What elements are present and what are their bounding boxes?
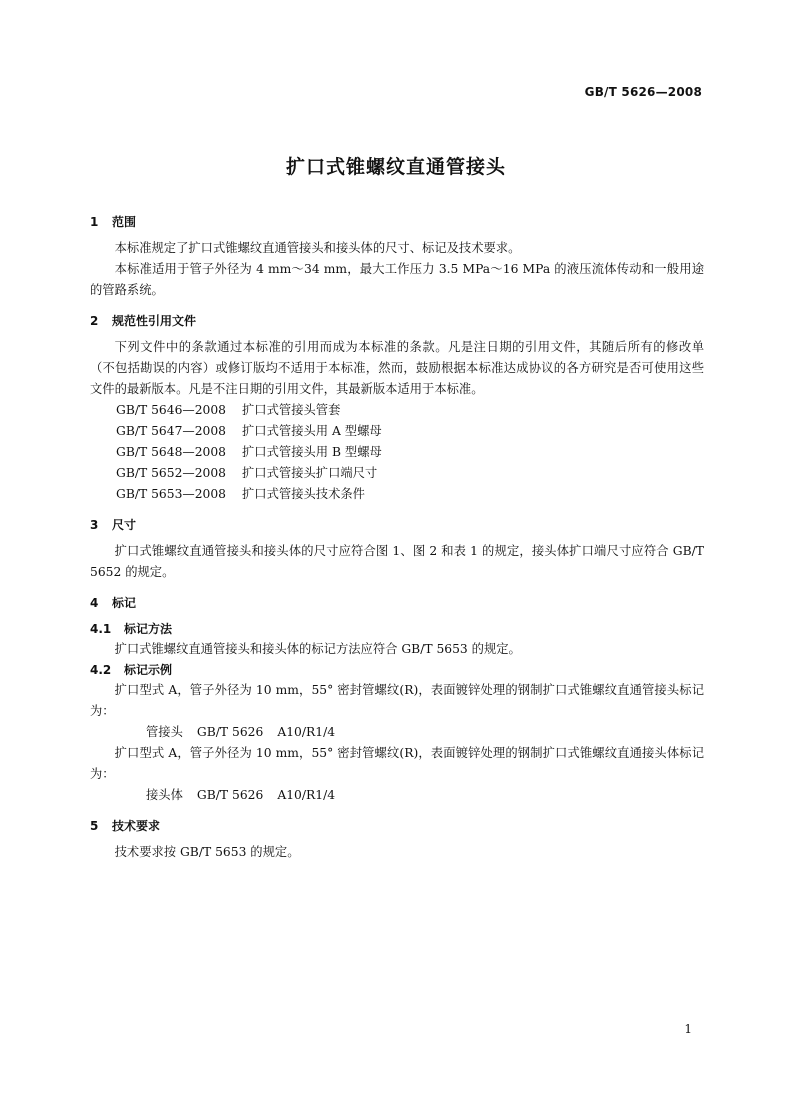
section-4-heading: [90, 593, 704, 613]
reference-title: 扩口式管接头管套: [242, 403, 341, 417]
reference-item: [90, 400, 704, 421]
section-title: 范围: [112, 215, 137, 229]
reference-code: GB/T 5653—2008: [116, 487, 226, 501]
marking-example: [90, 722, 704, 743]
marking-part: A10/R1/4: [277, 788, 336, 802]
section-2-heading: [90, 311, 704, 331]
section-number: 2: [90, 314, 99, 328]
reference-title: 扩口式管接头扩口端尺寸: [242, 466, 378, 480]
standard-number: GB/T 5626—2008: [584, 85, 702, 99]
reference-item: [90, 421, 704, 442]
section-title: 规范性引用文件: [112, 314, 197, 328]
paragraph: 下列文件中的条款通过本标准的引用而成为本标准的条款。凡是注日期的引用文件，其随后所有的修改单（不包括勘误的内容）或修订版均不适用于本标准，然而，鼓励根据本标准达成协议的各方研究是否可使用这些文件的最新版本。凡是不注日期的引用文件，其最新版本适用于本标准。: [90, 340, 704, 396]
section-title: 标记: [112, 596, 137, 610]
reference-title: 扩口式管接头技术条件: [242, 487, 365, 501]
paragraph: 扩口式锥螺纹直通管接头和接头体的尺寸应符合图 1、图 2 和表 1 的规定，接头体扩口端尺寸应符合 GB/T 5652 的规定。: [90, 544, 704, 579]
paragraph: 扩口式锥螺纹直通管接头和接头体的标记方法应符合 GB/T 5653 的规定。: [114, 642, 521, 656]
section-1-heading: [90, 212, 704, 232]
marking-part: GB/T 5626: [196, 788, 264, 802]
paragraph: 本标准适用于管子外径为 4 mm～34 mm，最大工作压力 3.5 MPa～16 MPa 的液压流体传动和一般用途的管路系统。: [90, 262, 704, 297]
section-number: 5: [90, 819, 99, 833]
reference-code: GB/T 5647—2008: [116, 424, 226, 438]
marking-part: 管接头: [146, 725, 183, 739]
section-5-heading: [90, 816, 704, 836]
reference-title: 扩口式管接头用 B 型螺母: [242, 445, 382, 459]
subsection-4-1-heading: [90, 619, 704, 639]
paragraph: 本标准规定了扩口式锥螺纹直通管接头和接头体的尺寸、标记及技术要求。: [114, 241, 521, 255]
section-3-heading: [90, 515, 704, 535]
subsection-title: 标记示例: [124, 663, 173, 677]
reference-item: [90, 463, 704, 484]
reference-title: 扩口式管接头用 A 型螺母: [242, 424, 382, 438]
marking-example: [90, 785, 704, 806]
section-title: 尺寸: [112, 518, 137, 532]
paragraph: 扩口型式 A，管子外径为 10 mm，55° 密封管螺纹(R)，表面镀锌处理的钢制扩口式锥螺纹直通接头体标记为：: [90, 746, 704, 781]
subsection-number: 4.1: [90, 622, 112, 636]
subsection-title: 标记方法: [124, 622, 173, 636]
section-number: 1: [90, 215, 99, 229]
reference-item: [90, 484, 704, 505]
paragraph: 技术要求按 GB/T 5653 的规定。: [114, 845, 300, 859]
marking-part: GB/T 5626: [196, 725, 264, 739]
reference-code: GB/T 5652—2008: [116, 466, 226, 480]
reference-item: [90, 442, 704, 463]
document-body: [90, 212, 704, 863]
page-number: 1: [684, 1022, 692, 1036]
reference-code: GB/T 5646—2008: [116, 403, 226, 417]
section-title: 技术要求: [112, 819, 161, 833]
section-number: 3: [90, 518, 99, 532]
document-title: 扩口式锥螺纹直通管接头: [285, 156, 506, 178]
marking-part: 接头体: [146, 788, 183, 802]
marking-part: A10/R1/4: [277, 725, 336, 739]
subsection-4-2-heading: [90, 660, 704, 680]
section-number: 4: [90, 596, 99, 610]
paragraph: 扩口型式 A，管子外径为 10 mm，55° 密封管螺纹(R)，表面镀锌处理的钢制扩口式锥螺纹直通管接头标记为：: [90, 683, 704, 718]
reference-code: GB/T 5648—2008: [116, 445, 226, 459]
subsection-number: 4.2: [90, 663, 112, 677]
